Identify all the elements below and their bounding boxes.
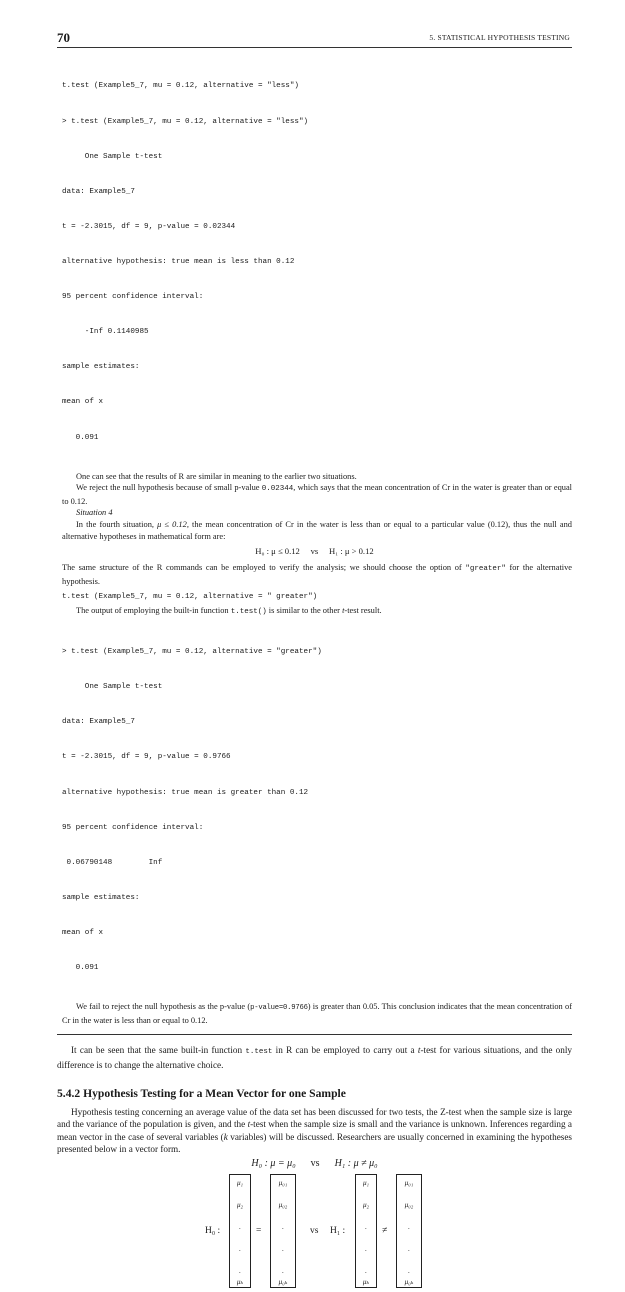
code-line: t.test (Example5_7, mu = 0.12, alternative = "less") xyxy=(62,82,299,91)
page-content xyxy=(57,58,572,1292)
code-line: mean of x xyxy=(62,398,104,407)
code-block-less xyxy=(62,58,572,468)
code-line: One Sample t-test xyxy=(62,683,163,692)
inline-code: t.test() xyxy=(230,608,267,617)
vector-entry: μₖ xyxy=(362,1277,370,1286)
vs-label: vs xyxy=(310,1225,319,1236)
vector-entry: μₖ xyxy=(236,1277,244,1286)
code-line: > t.test (Example5_7, mu = 0.12, alternative = "less") xyxy=(62,117,309,126)
hypothesis-formula xyxy=(57,545,572,558)
code-line: 0.091 xyxy=(62,964,99,973)
vector-entry: . xyxy=(408,1244,410,1253)
code-block-greater xyxy=(62,624,572,999)
code-line: alternative hypothesis: true mean is greater than 0.12 xyxy=(62,788,309,797)
matrix-hypothesis xyxy=(57,1172,572,1292)
equals-sign: = xyxy=(256,1225,262,1236)
mu0-vector xyxy=(270,1174,296,1288)
mu0-vector-alt xyxy=(396,1174,422,1288)
situation-label: Situation 4 xyxy=(76,508,113,518)
code-line: 0.06790148 Inf xyxy=(62,858,163,867)
code-line: t = -2.3015, df = 9, p-value = 0.02344 xyxy=(62,222,236,231)
code-line: t = -2.3015, df = 9, p-value = 0.9766 xyxy=(62,753,231,762)
vector-entry: μ₀₂ xyxy=(278,1200,288,1209)
section-title: 5.4.2 Hypothesis Testing for a Mean Vector for one Sample xyxy=(57,1086,346,1100)
mu-vector-alt xyxy=(355,1174,377,1288)
vector-entry: μ₀₁ xyxy=(404,1178,414,1187)
vector-entry: . xyxy=(365,1244,367,1253)
code-line: sample estimates: xyxy=(62,363,140,372)
vector-entry: . xyxy=(282,1266,284,1275)
paragraph-results-similar: One can see that the results of R are similar in meaning to the earlier two situations. xyxy=(76,471,357,481)
vector-entry: μ₀ₖ xyxy=(278,1277,288,1286)
vector-entry: . xyxy=(239,1266,241,1275)
vector-entry: . xyxy=(365,1222,367,1231)
code-line: data: Example5_7 xyxy=(62,187,135,196)
mu-vector xyxy=(229,1174,251,1288)
vector-hypothesis xyxy=(57,1158,572,1169)
h0-label: H₀ : xyxy=(205,1225,221,1236)
code-line: 95 percent confidence interval: xyxy=(62,293,204,302)
not-equals-sign: ≠ xyxy=(382,1225,388,1236)
vector-entry: μ₁ xyxy=(362,1178,370,1187)
vector-entry: . xyxy=(365,1266,367,1275)
vector-entry: μ₂ xyxy=(362,1200,370,1209)
code-line: -Inf 0.1140985 xyxy=(62,328,149,337)
vector-entry: μ₁ xyxy=(236,1178,244,1187)
null-hypothesis: H₀ : μ ≤ 0.12 xyxy=(255,546,300,557)
code-line: > t.test (Example5_7, mu = 0.12, alternative = "greater") xyxy=(62,648,322,657)
code-line: mean of x xyxy=(62,928,104,937)
paragraph-fourth-situation: In the fourth situation, μ ≤ 0.12, the mean concentration of Cr in the water is less than or equal to a particular value (0.12), thus the null and alternative hypotheses in mathematical form are: xyxy=(62,519,572,541)
vector-entry: μ₀₁ xyxy=(278,1178,288,1187)
code-line: sample estimates: xyxy=(62,893,140,902)
running-head: 5. STATISTICAL HYPOTHESIS TESTING xyxy=(429,33,570,42)
vector-entry: μ₂ xyxy=(236,1200,244,1209)
code-line: t.test (Example5_7, mu = 0.12, alternative = " greater") xyxy=(62,593,318,602)
vector-entry: μ₀₂ xyxy=(404,1200,414,1209)
h1-label: H₁ : xyxy=(330,1225,346,1236)
vs-label: vs xyxy=(310,546,319,557)
page-header xyxy=(57,30,572,48)
vector-entry: . xyxy=(239,1244,241,1253)
vector-entry: . xyxy=(408,1266,410,1275)
inline-code: 0.02344 xyxy=(261,485,294,494)
code-line: 0.091 xyxy=(62,433,99,442)
paragraph-output-similar: The output of employing the built-in function t.test() is similar to the other t-test result. xyxy=(76,606,382,617)
code-block-greater-cmd xyxy=(62,592,572,604)
divider xyxy=(57,1034,572,1035)
vector-entry: . xyxy=(408,1222,410,1231)
paragraph-fail-reject: We fail to reject the null hypothesis as the p-value (p-value=0.9766) is greater than 0.05. This conclusion indicates that the mean concentration of Cr in the water is less than or equal to 0.12. xyxy=(62,1002,572,1025)
vector-entry: . xyxy=(282,1244,284,1253)
vector-alt-hypothesis: H₁ : μ ≠ μ₀ xyxy=(334,1157,378,1169)
paragraph-reject-null: We reject the null hypothesis because of small p-value 0.02344, which says that the mean concentration of Cr in the water is greater than or equal to 0.12. xyxy=(62,483,572,506)
code-line: data: Example5_7 xyxy=(62,718,135,727)
code-line: 95 percent confidence interval: xyxy=(62,823,204,832)
inline-code: "greater" xyxy=(465,565,506,574)
alt-hypothesis: H₁ : μ > 0.12 xyxy=(329,546,374,557)
paragraph-mean-vector: Hypothesis testing concerning an average value of the data set has been discussed for two tests, the Z-test when the sample size is large and the variance of the population is given, and the t-test when the sample size is small and the variance is unknown. Inferences regarding a mean vector in the case of several variables (k variables) will be discussed. Researchers are usually concerned in examining the hypotheses presented below in a vector form. xyxy=(57,1106,573,1155)
vs-label: vs xyxy=(310,1157,320,1169)
inline-code: p-value=0.9766 xyxy=(250,1004,308,1013)
paragraph-same-builtin: It can be seen that the same built-in function t.test in R can be employed to carry out a t-test for various situations, and the only difference is to change the alternative choice. xyxy=(57,1045,573,1070)
inline-code: t.test xyxy=(245,1048,273,1057)
vector-null-hypothesis: H₀ : μ = μ₀ xyxy=(251,1157,296,1169)
vector-entry: μ₀ₖ xyxy=(404,1277,414,1286)
page-number: 70 xyxy=(57,30,70,45)
paragraph-same-structure: The same structure of the R commands can be employed to verify the analysis; we should choose the option of "greater" for the alternative hypothesis. xyxy=(62,563,573,586)
code-line: alternative hypothesis: true mean is less than 0.12 xyxy=(62,257,295,266)
code-line: One Sample t-test xyxy=(62,152,163,161)
vector-entry: . xyxy=(282,1222,284,1231)
vector-entry: . xyxy=(239,1222,241,1231)
